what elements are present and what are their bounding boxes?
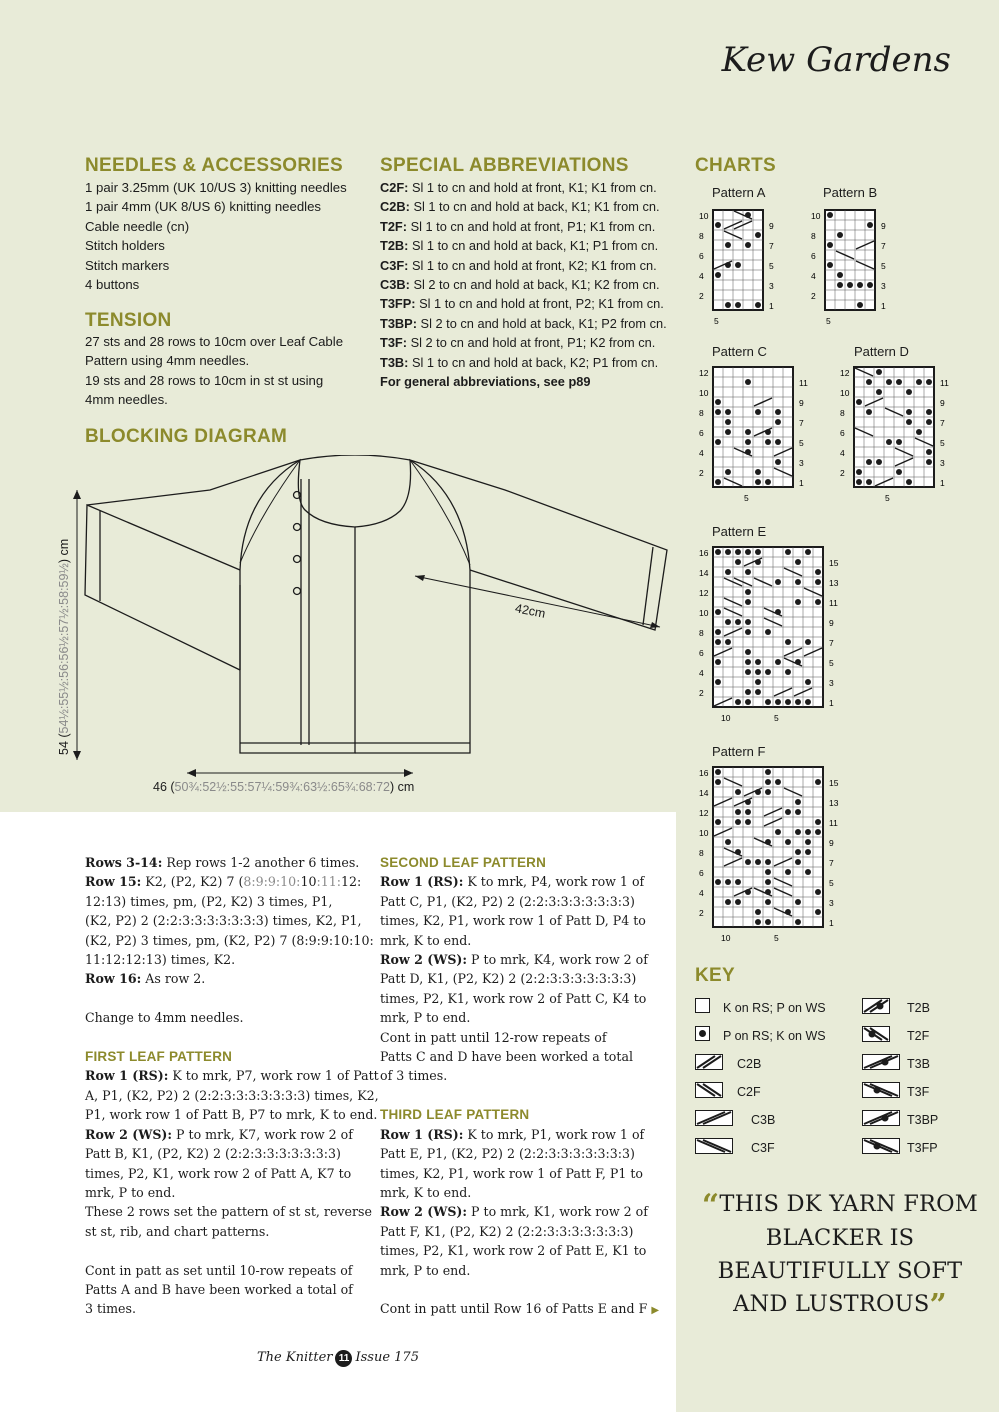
chart-row-number: 7 — [940, 418, 945, 428]
key-item: T3BP — [862, 1110, 938, 1129]
chart-row-number: 13 — [829, 578, 839, 588]
abbreviation-item: T3F: Sl 2 to cn and hold at front, P1; K2 from cn. — [380, 335, 656, 351]
instruction-line: Patts A and B have been worked a total of — [85, 1281, 353, 1297]
chart-row-number: 10 — [699, 211, 709, 221]
chart-row-number: 8 — [699, 231, 704, 241]
instruction-line: Patts C and D have been worked a total — [380, 1049, 633, 1065]
t3f-icon — [862, 1082, 907, 1101]
chart-row-number: 11 — [940, 378, 949, 388]
instruction-line: Patt E, P1, (K2, P2) 2 (2:2:3:3:3:3:3:3:3) — [380, 1146, 635, 1162]
instruction-line: Patt C, P1, (K2, P2) 2 (2:2:3:3:3:3:3:3:3) — [380, 893, 635, 909]
chart-grid — [713, 767, 823, 927]
page-footer: The Knitter 11 Issue 175 — [257, 1350, 419, 1365]
tension-line: 4mm needles. — [85, 392, 168, 408]
abbreviation-item: C2B: Sl 1 to cn and hold at back, K1; K1 from cn. — [380, 199, 660, 215]
key-item: T3B — [862, 1054, 930, 1073]
key-item: C3F — [695, 1138, 775, 1157]
instruction-line: These 2 rows set the pattern of st st, reverse — [85, 1204, 372, 1220]
key-item: T3FP — [862, 1138, 938, 1157]
t3b-icon — [862, 1054, 907, 1073]
chart-row-number: 1 — [940, 478, 945, 488]
pattern-a-label: Pattern A — [712, 185, 766, 200]
chart-row-number: 10 — [699, 828, 709, 838]
chart-row-number: 10 — [699, 388, 709, 398]
chart-row-number: 3 — [940, 458, 945, 468]
instruction-line: P1, work row 1 of Patt B, P7 to mrk, K to end. — [85, 1107, 378, 1123]
t3bp-icon — [862, 1110, 907, 1129]
chart-row-number: 5 — [829, 658, 834, 668]
chart-row-number: 9 — [940, 398, 945, 408]
instruction-line: times, P2, K1, work row 2 of Patt C, K4 to — [380, 990, 647, 1006]
c3f-icon — [695, 1138, 751, 1157]
instruction-line: Patt F, K1, (P2, K2) 2 (2:2:3:3:3:3:3:3:3) — [380, 1223, 634, 1239]
chart-grid — [825, 210, 875, 310]
chart-row-number: 5 — [829, 878, 834, 888]
chart-row-number: 8 — [699, 848, 704, 858]
instruction-line: Cont in patt until 12-row repeats of — [380, 1029, 607, 1045]
chart-row-number: 7 — [769, 241, 774, 251]
tension-line: 19 sts and 28 rows to 10cm in st st using — [85, 372, 324, 388]
chart-row-number: 1 — [769, 301, 774, 311]
chart-col-number: 5 — [774, 713, 779, 723]
abbreviations-heading: SPECIAL ABBREVIATIONS — [380, 155, 629, 176]
blocking-heading: BLOCKING DIAGRAM — [85, 426, 288, 447]
needles-item: 1 pair 4mm (UK 8/US 6) knitting needles — [85, 199, 322, 215]
needles-item: 1 pair 3.25mm (UK 10/US 3) knitting needles — [85, 180, 347, 195]
instruction-line: Cont in patt as set until 10-row repeats of — [85, 1262, 353, 1278]
instruction-line: mrk, K to end. — [380, 1184, 472, 1200]
chart-row-number: 5 — [769, 261, 774, 271]
abbreviation-item: T3B: Sl 1 to cn and hold at back, K2; P1 from cn. — [380, 354, 659, 370]
c2b-icon — [695, 1054, 737, 1073]
chart-row-number: 2 — [699, 291, 704, 301]
needles-item: 4 buttons — [85, 277, 140, 293]
chart-row-number: 9 — [829, 618, 834, 628]
pull-quote: “THIS DK YARN FROM BLACKER IS BEAUTIFULLY SOFT AND LUSTROUS” — [701, 1188, 979, 1323]
chart-row-number: 5 — [799, 438, 804, 448]
chart-row-number: 6 — [699, 868, 704, 878]
chart-row-number: 6 — [699, 428, 704, 438]
chart-row-number: 7 — [799, 418, 804, 428]
t3fp-icon — [862, 1138, 907, 1157]
key-item: C2F — [695, 1082, 761, 1101]
chart-row-number: 3 — [829, 898, 834, 908]
instruction-line: mrk, P to end. — [85, 1184, 176, 1200]
dot-square-icon — [695, 1026, 723, 1045]
instructions-col-2: SECOND LEAF PATTERN Row 1 (RS): K to mrk, P4, work row 1 of Patt C, P1, (K2, P2) 2 (2:2:3:3:3:3:3:3:3) times, K2, P1, work row 1 of Patt D, P4 to mrk, K to end. Row 2 (WS): P to mrk, K4, work row 2 of Patt D, K1, (P2, K2) 2 (2:2:3:3:3:3:3:3:3) times, P2, K1, work row 2 of Patt C, K4 to mrk, P to end. Cont in patt until 12-row repeats of Patts C and D have been worked a total of 3 times. THIRD LEAF PATTERN Row 1 (RS): K to mrk, P1, work row 1 of Patt E, P1, (K2, P2) 2 (2:2:3:3:3:3:3:3:3) times, K2, P1, work row 1 of Patt F, P1 to mrk, K to end. Row 2 (WS): P to mrk, K1, work row 2 of Patt F, K1, (P2, K2) 2 (2:2:3:3:3:3:3:3:3) times, P2, K1, work row 2 of Patt E, K1 to mrk, P to end. Cont in patt until Row 16 of Patts E and F ▶ — [380, 855, 660, 1317]
charts-heading: CHARTS — [695, 155, 776, 176]
chart-row-number: 14 — [699, 788, 709, 798]
key-item: T2B — [862, 998, 930, 1017]
chart-row-number: 1 — [829, 918, 834, 928]
c2f-icon — [695, 1082, 737, 1101]
abbreviation-item: C3F: Sl 1 to cn and hold at front, K2; K1 from cn. — [380, 257, 657, 273]
chart-row-number: 15 — [829, 558, 839, 568]
key-item: K on RS; P on WS — [695, 998, 826, 1017]
abbreviation-item: T2F: Sl 1 to cn and hold at front, P1; K1 from cn. — [380, 218, 656, 234]
chart-row-number: 6 — [811, 251, 816, 261]
instruction-line: mrk, K to end. — [380, 932, 472, 948]
chart-row-number: 2 — [699, 908, 704, 918]
key-item: C2B — [695, 1054, 761, 1073]
chart-row-number: 9 — [881, 221, 886, 231]
key-item: T2F — [862, 1026, 929, 1045]
chart-row-number: 12 — [699, 368, 709, 378]
pattern-e-label: Pattern E — [712, 524, 767, 539]
chart-col-number: 10 — [721, 933, 731, 943]
chart-row-number: 2 — [699, 468, 704, 478]
needles-list — [85, 178, 347, 294]
sleeve-length-label: 42cm — [513, 601, 547, 621]
chart-row-number: 12 — [699, 808, 709, 818]
chart-col-number: 5 — [774, 933, 779, 943]
chart-row-number: 10 — [840, 388, 850, 398]
tension-line: Pattern using 4mm needles. — [85, 353, 250, 369]
width-label: 46 (50¾:52½:55:57¼:59¾:63½:65¾:68:72) cm — [153, 780, 415, 794]
t2b-icon — [862, 998, 907, 1017]
tension-heading: TENSION — [85, 310, 172, 331]
chart-row-number: 7 — [881, 241, 886, 251]
abbreviations-note: For general abbreviations, see p89 — [380, 374, 591, 389]
tension-text — [85, 332, 343, 410]
needles-item: Stitch markers — [85, 257, 170, 273]
chart-row-number: 12 — [840, 368, 850, 378]
chart-col-number: 5 — [714, 316, 719, 326]
instruction-line: Row 2 (WS): P to mrk, K1, work row 2 of — [380, 1204, 648, 1220]
chart-grid — [713, 367, 793, 487]
pattern-b-label: Pattern B — [823, 185, 878, 200]
instruction-line: mrk, P to end. — [380, 1262, 471, 1278]
length-label: 54 (54½:55½:56:56½:57½:58:59½) cm — [57, 538, 71, 755]
instruction-line: Patt B, K1, (P2, K2) 2 (2:2:3:3:3:3:3:3:3) — [85, 1146, 341, 1162]
chart-row-number: 9 — [829, 838, 834, 848]
chart-row-number: 12 — [699, 588, 709, 598]
abbreviations-list — [380, 178, 667, 372]
instruction-line: A, P1, (K2, P2) 2 (2:2:3:3:3:3:3:3:3) times, K2, — [85, 1087, 379, 1103]
chart-row-number: 11 — [829, 598, 838, 608]
chart-row-number: 11 — [799, 378, 808, 388]
instructions-col-1: Rows 3-14: Rep rows 1-2 another 6 times. Row 15: K2, (P2, K2) 7 (8:9:9:10:10:11:12: 12:13) times, pm, (P2, K2) 3 times, P1, (K2, P2) 2 (2:2:3:3:3:3:3:3:3) times, K2, P1, (K2, P2) 3 times, pm, (K2, P2) 7 (8:9:9:10:10: 11:12:12:13) times, K2. Row 16: As row 2. Change to 4mm needles. FIRST LEAF PATTERN Row 1 (RS): K to mrk, P7, work row 1 of Patt A, P1, (K2, P2) 2 (2:2:3:3:3:3:3:3:3) times, K2, P1, work row 1 of Patt B, P7 to mrk, K to end. Row 2 (WS): P to mrk, K7, work row 2 of Patt B, K1, (P2, K2) 2 (2:2:3:3:3:3:3:3:3) times, P2, K1, work row 2 of Patt A, K7 to mrk, P to end. These 2 rows set the pattern of st st, reverse st st, rib, and chart patterns. Cont in patt as set until 10-row repeats of Patts A and B have been worked a total of 3 times. — [85, 853, 379, 1319]
chart-row-number: 4 — [699, 271, 704, 281]
chart-grid — [713, 210, 763, 310]
chart-row-number: 10 — [699, 608, 709, 618]
chart-row-number: 6 — [699, 251, 704, 261]
chart-row-number: 16 — [699, 768, 709, 778]
blocking-diagram — [55, 455, 675, 805]
chart-row-number: 8 — [811, 231, 816, 241]
chart-row-number: 8 — [699, 408, 704, 418]
instruction-line: Row 1 (RS): K to mrk, P1, work row 1 of — [380, 1126, 645, 1142]
chart-row-number: 16 — [699, 548, 709, 558]
chart-row-number: 7 — [829, 858, 834, 868]
chart-row-number: 15 — [829, 778, 839, 788]
needles-item: Cable needle (cn) — [85, 218, 190, 234]
pattern-f-label: Pattern F — [712, 744, 766, 759]
instruction-line: 3 times. — [85, 1301, 136, 1317]
chart-row-number: 1 — [881, 301, 886, 311]
chart-row-number: 1 — [829, 698, 834, 708]
chart-row-number: 3 — [799, 458, 804, 468]
chart-row-number: 11 — [829, 818, 838, 828]
t2f-icon — [862, 1026, 907, 1045]
needles-heading: NEEDLES & ACCESSORIES — [85, 155, 343, 176]
needles-item: Stitch holders — [85, 238, 165, 254]
key-item: P on RS; K on WS — [695, 1026, 826, 1045]
instruction-line: times, K2, P1, work row 1 of Patt F, P1 to — [380, 1165, 643, 1181]
page-title: Kew Gardens — [721, 40, 951, 80]
instruction-line: times, P2, K1, work row 2 of Patt E, K1 to — [380, 1243, 647, 1259]
instruction-line: mrk, P to end. — [380, 1010, 471, 1026]
chart-row-number: 7 — [829, 638, 834, 648]
empty-square-icon — [695, 998, 723, 1017]
chart-row-number: 4 — [699, 888, 704, 898]
chart-row-number: 6 — [699, 648, 704, 658]
key-item: T3F — [862, 1082, 929, 1101]
chart-row-number: 9 — [769, 221, 774, 231]
chart-row-number: 8 — [840, 408, 845, 418]
chart-col-number: 5 — [744, 493, 749, 503]
chart-row-number: 14 — [699, 568, 709, 578]
instruction-line: st st, rib, and chart patterns. — [85, 1223, 270, 1239]
abbreviation-item: T3BP: Sl 2 to cn and hold at back, K1; P2 from cn. — [380, 315, 667, 331]
instruction-line: of 3 times. — [380, 1068, 448, 1084]
chart-col-number: 5 — [885, 493, 890, 503]
chart-row-number: 4 — [699, 448, 704, 458]
chart-row-number: 8 — [699, 628, 704, 638]
abbreviation-item: T3FP: Sl 1 to cn and hold at front, P2; K1 from cn. — [380, 296, 664, 312]
chart-row-number: 2 — [811, 291, 816, 301]
chart-row-number: 9 — [799, 398, 804, 408]
instruction-line: times, P2, K1, work row 2 of Patt A, K7 to — [85, 1165, 352, 1181]
instruction-line: Row 2 (WS): P to mrk, K4, work row 2 of — [380, 952, 648, 968]
chart-row-number: 3 — [829, 678, 834, 688]
chart-row-number: 1 — [799, 478, 804, 488]
pattern-c-label: Pattern C — [712, 344, 767, 359]
key-item: C3B — [695, 1110, 775, 1129]
chart-row-number: 13 — [829, 798, 839, 808]
chart-row-number: 5 — [881, 261, 886, 271]
chart-col-number: 10 — [721, 713, 731, 723]
instruction-line: Patt D, K1, (P2, K2) 2 (2:2:3:3:3:3:3:3:3) — [380, 971, 637, 987]
chart-grids — [680, 200, 970, 960]
instruction-line: times, K2, P1, work row 1 of Patt D, P4 to — [380, 913, 646, 929]
chart-row-number: 4 — [811, 271, 816, 281]
chart-grid — [713, 547, 823, 707]
key-heading: KEY — [695, 965, 735, 986]
abbreviation-item: C2F: Sl 1 to cn and hold at front, K1; K1 from cn. — [380, 180, 657, 195]
chart-row-number: 3 — [769, 281, 774, 291]
chart-row-number: 4 — [699, 668, 704, 678]
abbreviation-item: T2B: Sl 1 to cn and hold at back, K1; P1 from cn. — [380, 238, 659, 254]
chart-col-number: 5 — [826, 316, 831, 326]
c3b-icon — [695, 1110, 751, 1129]
chart-grid — [854, 367, 934, 487]
tension-line: 27 sts and 28 rows to 10cm over Leaf Cable — [85, 334, 344, 349]
chart-row-number: 5 — [940, 438, 945, 448]
instruction-line: Row 1 (RS): K to mrk, P7, work row 1 of Patt — [85, 1068, 379, 1084]
chart-row-number: 2 — [699, 688, 704, 698]
chart-row-number: 2 — [840, 468, 845, 478]
chart-row-number: 4 — [840, 448, 845, 458]
abbreviation-item: C3B: Sl 2 to cn and hold at back, K1; K2 from cn. — [380, 277, 660, 293]
chart-row-number: 10 — [811, 211, 821, 221]
instruction-line: Row 2 (WS): P to mrk, K7, work row 2 of — [85, 1126, 353, 1142]
instruction-line: Row 1 (RS): K to mrk, P4, work row 1 of — [380, 874, 645, 890]
chart-row-number: 6 — [840, 428, 845, 438]
chart-row-number: 3 — [881, 281, 886, 291]
pattern-d-label: Pattern D — [854, 344, 909, 359]
